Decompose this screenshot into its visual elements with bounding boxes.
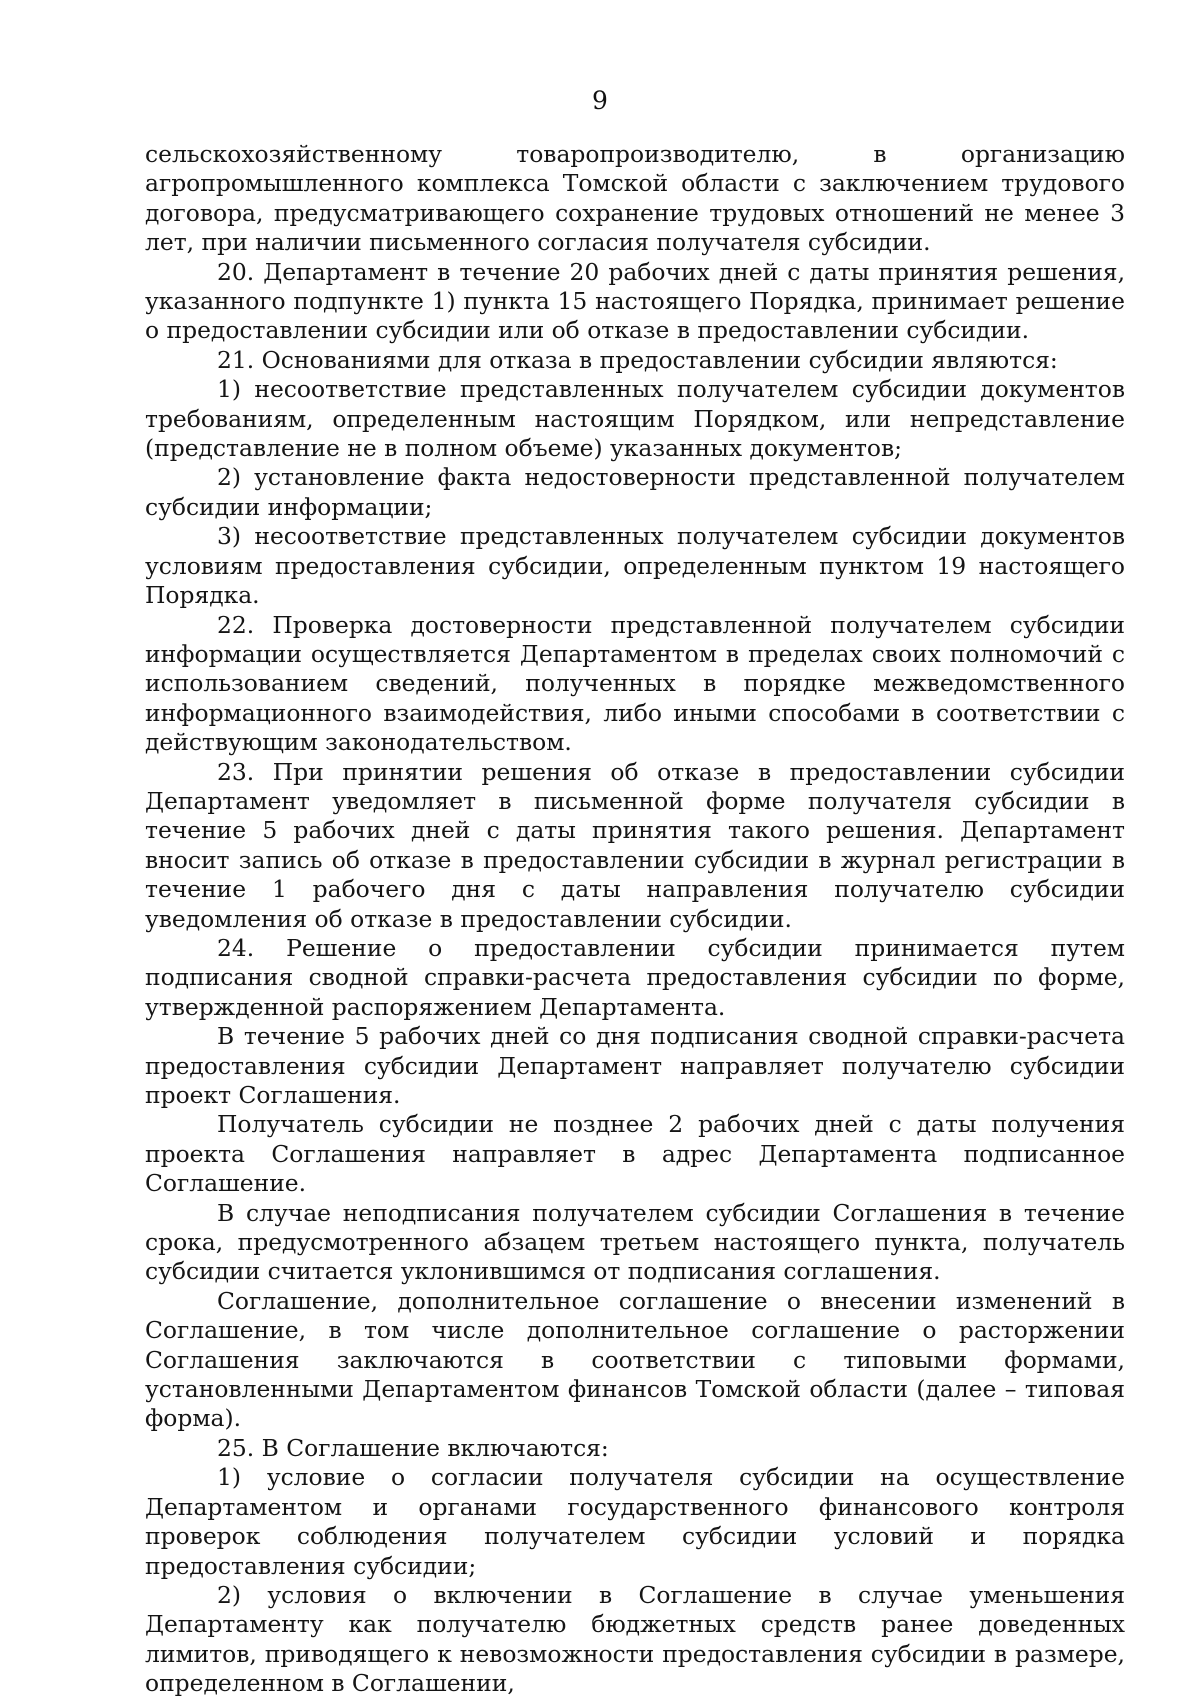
paragraph-item-24-abz-5: Соглашение, дополнительное соглашение о внесении изменений в Соглашение, в том числе дополнительное соглашение о расторжении Соглашения заключаются в соответствии с типовыми формами, установленными Департаментом финансов Томской области (далее – типовая форма). — [145, 1286, 1125, 1433]
paragraph-item-22: 22. Проверка достоверности представленной получателем субсидии информации осуществляется Департаментом в пределах своих полномочий с использованием сведений, полученных в порядке межведомственного информационного взаимодействия, либо иными способами в соответствии с действующим законодательством. — [145, 610, 1125, 757]
paragraph-subitem-25-1: 1) условие о согласии получателя субсидии на осуществление Департаментом и органами государственного финансового контроля проверок соблюдения получателем субсидии условий и порядка предоставления субсидии; — [145, 1463, 1125, 1580]
paragraph-subitem-21-1: 1) несоответствие представленных получателем субсидии документов требованиям, определенным настоящим Порядком, или непредставление (представление не в полном объеме) указанных документов; — [145, 375, 1125, 463]
paragraph-item-25: 25. В Соглашение включаются: — [217, 1433, 609, 1462]
paragraph-item-24-abz-4: В случае неподписания получателем субсидии Соглашения в течение срока, предусмотренного абзацем третьем настоящего пункта, получатель субсидии считается уклонившимся от подписания соглашения. — [145, 1198, 1125, 1286]
paragraph-item-24-abz-3: Получатель субсидии не позднее 2 рабочих дней с даты получения проекта Соглашения направляет в адрес Департамента подписанное Соглашение. — [145, 1110, 1125, 1198]
paragraph-subitem-21-3: 3) несоответствие представленных получателем субсидии документов условиям предоставления субсидии, определенным пунктом 19 настоящего Порядка. — [145, 522, 1125, 610]
paragraph-item-21: 21. Основаниями для отказа в предоставлении субсидии являются: — [217, 345, 1058, 374]
paragraph-item-24-abz-2: В течение 5 рабочих дней со дня подписания сводной справки-расчета предоставления субсидии Департамент направляет получателю субсидии проект Соглашения. — [145, 1022, 1125, 1109]
paragraph-item-24: 24. Решение о предоставлении субсидии принимается путем подписания сводной справки-расчета предоставления субсидии по форме, утвержденной распоряжением Департамента. — [145, 933, 1125, 1021]
paragraph-item-20: 20. Департамент в течение 20 рабочих дней с даты принятия решения, указанного подпункте 1) пункта 15 настоящего Порядка, принимает решение о предоставлении субсидии или об отказе в предоставлении субсидии. — [145, 257, 1125, 345]
paragraph-subitem-21-2: 2) установление факта недостоверности представленной получателем субсидии информации; — [145, 463, 1125, 521]
document-body — [145, 140, 1125, 1699]
page-number: 9 — [592, 86, 608, 115]
paragraph-subitem-25-2: 2) условия о включении в Соглашение в случае уменьшения Департаменту как получателю бюджетных средств ранее доведенных лимитов, приводящего к невозможности предоставления субсидии в размере, определенном в Соглашении, — [145, 1580, 1125, 1698]
paragraph-item-23: 23. При принятии решения об отказе в предоставлении субсидии Департамент уведомляет в письменной форме получателя субсидии в течение 5 рабочих дней с даты принятия такого решения. Департамент вносит запись об отказе в предоставлении субсидии в журнал регистрации в течение 1 рабочего дня с даты направления получателю субсидии уведомления об отказе в предоставлении субсидии. — [145, 757, 1125, 933]
paragraph-continuation: сельскохозяйственному товаропроизводителю, в организацию агропромышленного комплекса Томской области с заключением трудового договора, предусматривающего сохранение трудовых отношений не менее 3 лет, при наличии письменного согласия получателя субсидии. — [145, 140, 1125, 257]
